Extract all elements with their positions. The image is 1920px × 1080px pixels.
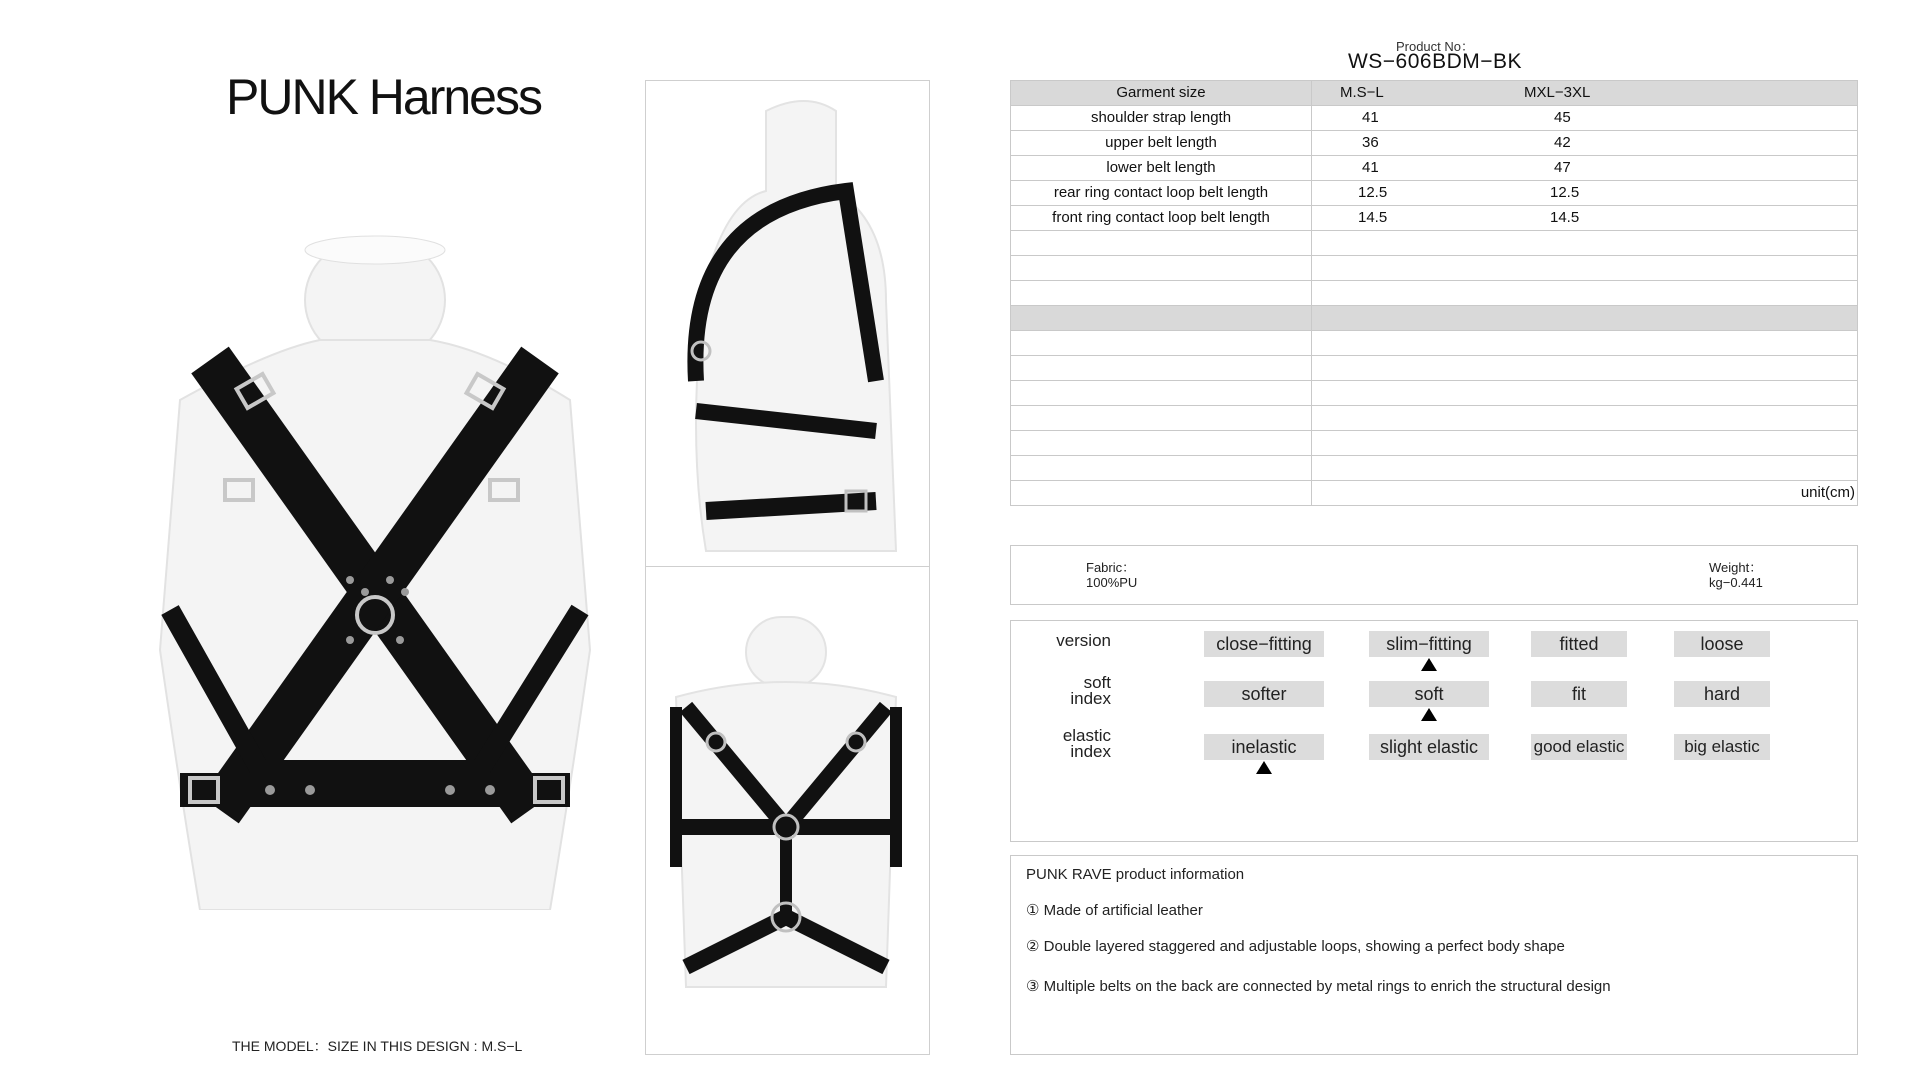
- empty-row: [1011, 481, 1858, 506]
- soft-index-label: [1011, 675, 1111, 707]
- row-value-2: 12.5: [1550, 184, 1580, 201]
- row-label: rear ring contact loop belt length: [1011, 181, 1312, 206]
- elastic-option-big: big elastic: [1674, 734, 1770, 760]
- weight-info: [1709, 560, 1763, 590]
- empty-row: [1011, 256, 1858, 281]
- fabric-value: 100%PU: [1086, 575, 1138, 590]
- table-row: [1011, 206, 1858, 231]
- empty-row: [1011, 306, 1858, 331]
- weight-value: kg−0.441: [1709, 575, 1763, 590]
- version-selected-marker: [1421, 658, 1437, 671]
- empty-row: [1011, 281, 1858, 306]
- weight-label: Weight：: [1709, 560, 1763, 575]
- row-value-1: 14.5: [1358, 209, 1388, 226]
- table-row: [1011, 181, 1858, 206]
- soft-label-line-1: soft: [1083, 673, 1111, 692]
- empty-row: [1011, 356, 1858, 381]
- info-item-1: ① Made of artificial leather: [1026, 902, 1203, 919]
- harness-back-photo: [645, 566, 930, 1055]
- fabric-weight-box: [1010, 545, 1858, 605]
- row-value-1: 36: [1362, 134, 1379, 151]
- empty-row: [1011, 406, 1858, 431]
- elastic-option-slight: slight elastic: [1369, 734, 1489, 760]
- size-table: [1010, 80, 1858, 506]
- row-label: front ring contact loop belt length: [1011, 206, 1312, 231]
- empty-row: [1011, 381, 1858, 406]
- side-photo-drawing: [646, 81, 929, 566]
- version-label: version: [1056, 631, 1111, 650]
- model-size-note: THE MODEL：SIZE IN THIS DESIGN : M.S−L: [232, 1038, 523, 1054]
- row-value-2: 42: [1554, 134, 1571, 151]
- fabric-label: Fabric：: [1086, 560, 1136, 575]
- elastic-option-good: good elastic: [1531, 734, 1627, 760]
- elastic-selected-marker: [1256, 761, 1272, 774]
- info-item-2: ② Double layered staggered and adjustable loops, showing a perfect body shape: [1026, 938, 1565, 955]
- elastic-label-line-1: elastic: [1062, 726, 1111, 745]
- row-value-2: 45: [1554, 109, 1571, 126]
- size-table-header: [1011, 81, 1858, 106]
- header-size-1: M.S−L: [1340, 84, 1384, 101]
- row-label: upper belt length: [1011, 131, 1312, 156]
- row-value-1: 41: [1362, 109, 1379, 126]
- product-info-box: [1010, 855, 1858, 1055]
- soft-option-softer: softer: [1204, 681, 1324, 707]
- version-option-close-fitting: close−fitting: [1204, 631, 1324, 657]
- empty-row: [1011, 331, 1858, 356]
- header-garment-size: Garment size: [1011, 81, 1312, 106]
- version-option-loose: loose: [1674, 631, 1770, 657]
- elastic-option-inelastic: inelastic: [1204, 734, 1324, 760]
- row-value-2: 14.5: [1550, 209, 1580, 226]
- soft-option-soft: soft: [1369, 681, 1489, 707]
- table-row: [1011, 106, 1858, 131]
- header-size-2: MXL−3XL: [1524, 84, 1591, 101]
- product-number: WS−606BDM−BK: [1347, 50, 1523, 73]
- harness-side-photo: [645, 80, 930, 567]
- soft-selected-marker: [1421, 708, 1437, 721]
- elastic-label-line-2: index: [1070, 742, 1111, 761]
- table-row: [1011, 156, 1858, 181]
- empty-row: [1011, 431, 1858, 456]
- soft-option-hard: hard: [1674, 681, 1770, 707]
- row-label: lower belt length: [1011, 156, 1312, 181]
- fit-index-box: [1010, 620, 1858, 842]
- row-label: shoulder strap length: [1011, 106, 1312, 131]
- fabric-info: [1086, 560, 1137, 590]
- row-value-2: 47: [1554, 159, 1571, 176]
- soft-option-fit: fit: [1531, 681, 1627, 707]
- page-title: PUNK Harness: [226, 69, 541, 125]
- unit-label: unit(cm): [1800, 484, 1855, 501]
- version-option-fitted: fitted: [1531, 631, 1627, 657]
- row-value-1: 41: [1362, 159, 1379, 176]
- soft-label-line-2: index: [1070, 689, 1111, 708]
- info-heading: PUNK RAVE product information: [1026, 866, 1245, 883]
- row-value-1: 12.5: [1358, 184, 1388, 201]
- elastic-index-label: [1011, 728, 1111, 760]
- empty-row: [1011, 231, 1858, 256]
- version-option-slim-fitting: slim−fitting: [1369, 631, 1489, 657]
- table-row: [1011, 131, 1858, 156]
- product-number-label: Product No：: [1395, 39, 1475, 54]
- back-photo-drawing: [646, 567, 929, 1054]
- harness-front-photo: [150, 230, 600, 910]
- empty-row: [1011, 456, 1858, 481]
- info-item-3: ③ Multiple belts on the back are connected by metal rings to enrich the structural design: [1026, 978, 1611, 995]
